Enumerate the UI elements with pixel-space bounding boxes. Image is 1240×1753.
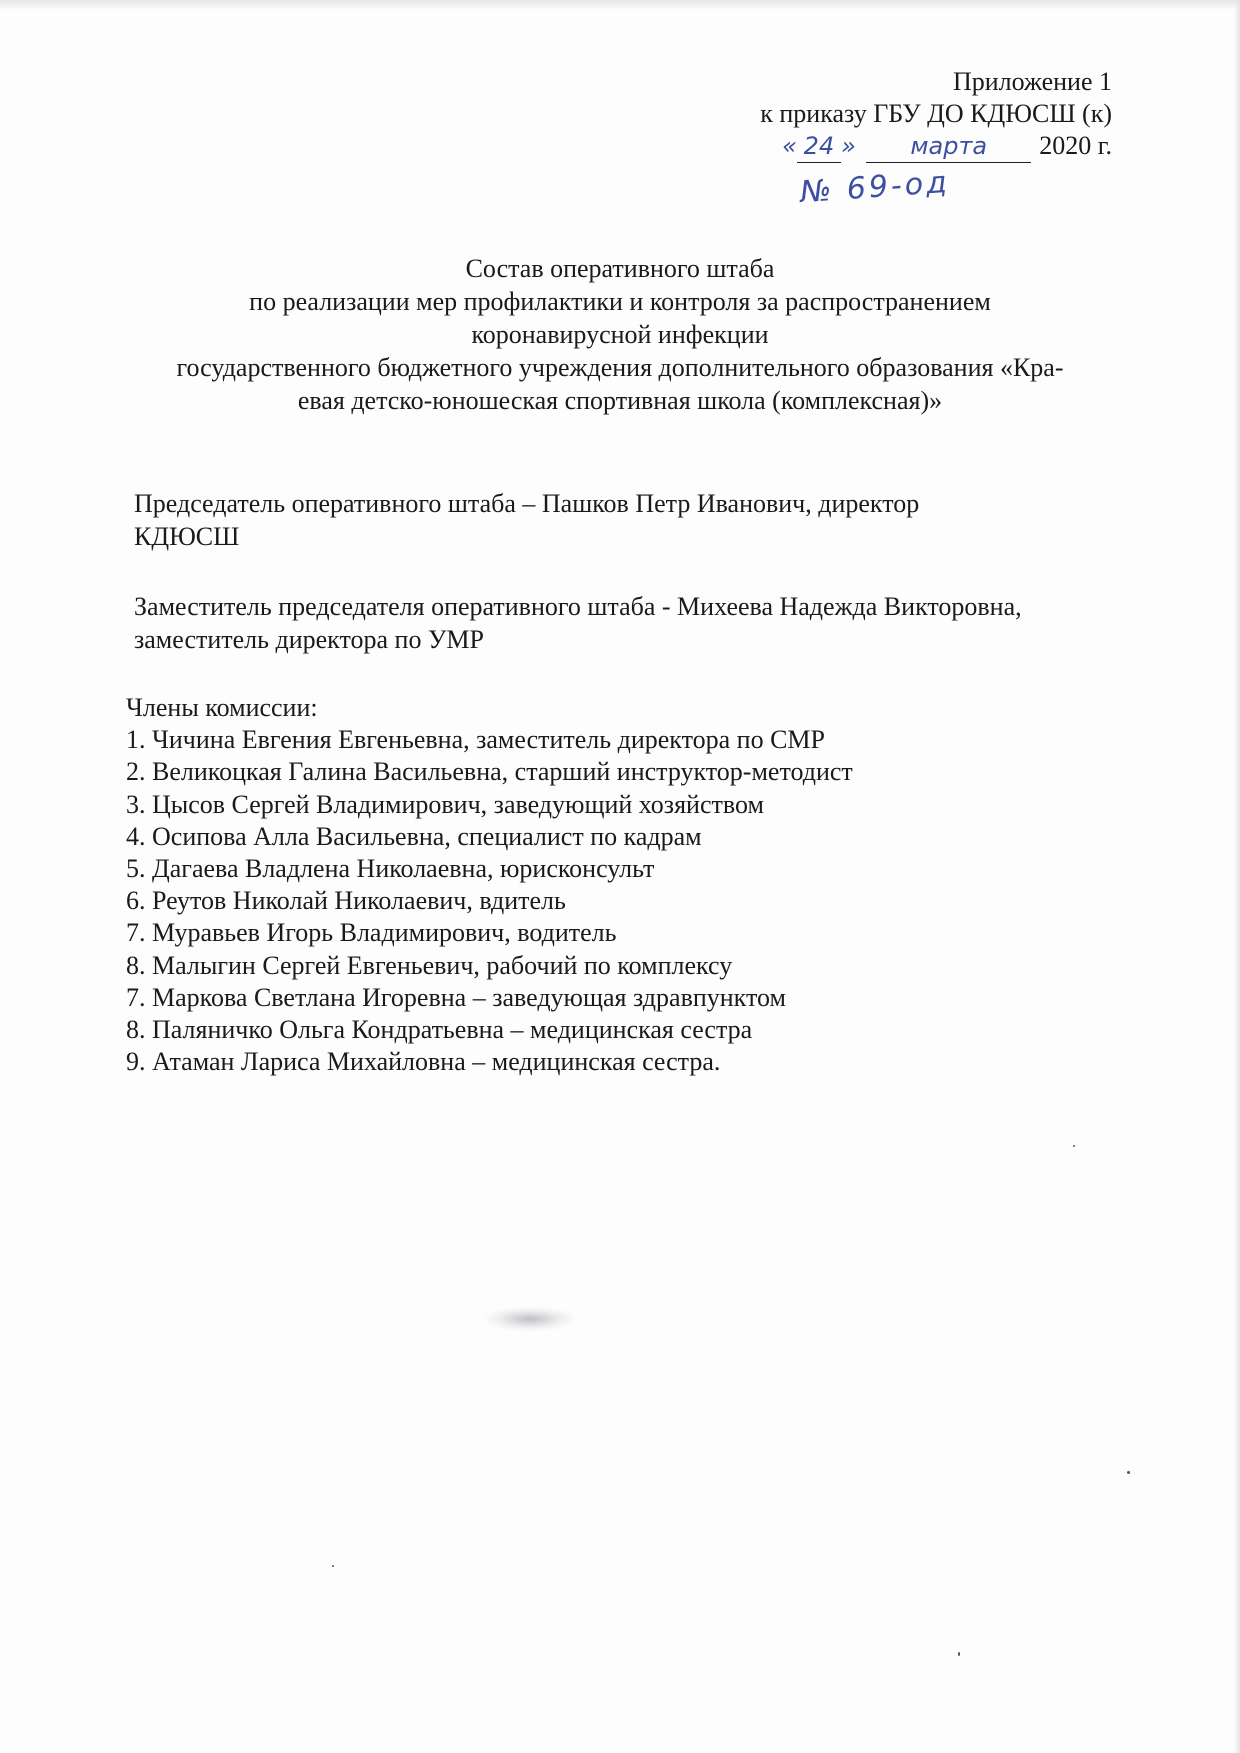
scan-speck [1073,1145,1075,1147]
members-heading: Члены комиссии: [126,693,318,722]
title-line-5: евая детско-юношеская спортивная школа (комплексная)» [297,386,943,415]
date-day-handwritten: 24 [797,130,841,163]
chairman-paragraph [134,487,1124,553]
list-item: 6. Реутов Николай Николаевич, вдитель [126,886,566,916]
order-reference: к приказу ГБУ ДО КДЮСШ (к) [760,99,1112,128]
list-item: 3. Цысов Сергей Владимирович, заведующий хозяйством [126,789,764,819]
date-month-handwritten: марта [866,130,1031,163]
date-open-quote: « [782,132,797,160]
list-item: 7. Муравьев Игорь Владимирович, водитель [126,918,617,948]
scan-smudge [485,1307,575,1331]
order-date [760,130,1112,164]
order-number-handwritten: № 69-од [798,164,951,211]
list-item: 1. Чичина Евгения Евгеньевна, заместитель директора по СМР [126,725,825,755]
deputy-line-1: Заместитель председателя оперативного штаба - Михеева Надежда Викторовна, [134,592,1022,621]
scan-speck [958,1652,960,1656]
title-line-1: Состав оперативного штаба [465,254,775,283]
appendix-label: Приложение 1 [952,67,1112,96]
scan-speck [332,1565,334,1567]
chairman-line-1: Председатель оперативного штаба – Пашков Петр Иванович, директор [134,489,920,518]
scan-speck [1127,1471,1130,1474]
list-item: 4. Осипова Алла Васильевна, специалист по кадрам [126,821,702,851]
document-title [120,252,1120,417]
chairman-line-2: КДЮСШ [134,522,240,551]
list-item: 9. Атаман Лариса Михайловна – медицинская сестра. [126,1047,721,1077]
title-line-4: государственного бюджетного учреждения дополнительного образования «Кра- [176,353,1064,382]
scan-edge-right [1234,0,1240,1753]
title-line-2: по реализации мер профилактики и контроля за распространением [249,287,991,316]
scan-edge-top [0,0,1240,10]
date-close-quote: » [840,132,856,160]
list-item: 8. Малыгин Сергей Евгеньевич, рабочий по комплексу [126,950,733,980]
list-item: 5. Дагаева Владлена Николаевна, юрисконсульт [126,854,655,884]
appendix-header [760,66,1112,164]
members-list [126,724,1116,1078]
deputy-line-2: заместитель директора по УМР [134,625,484,654]
list-item: 7. Маркова Светлана Игоревна – заведующая здравпунктом [126,982,786,1012]
members-section [126,692,1116,1078]
list-item: 8. Паляничко Ольга Кондратьевна – медицинская сестра [126,1015,753,1045]
list-item: 2. Великоцкая Галина Васильевна, старший инструктор-методист [126,757,853,787]
title-line-3: коронавирусной инфекции [471,320,769,349]
deputy-paragraph [134,590,1124,656]
date-year: 2020 г. [1039,131,1112,160]
